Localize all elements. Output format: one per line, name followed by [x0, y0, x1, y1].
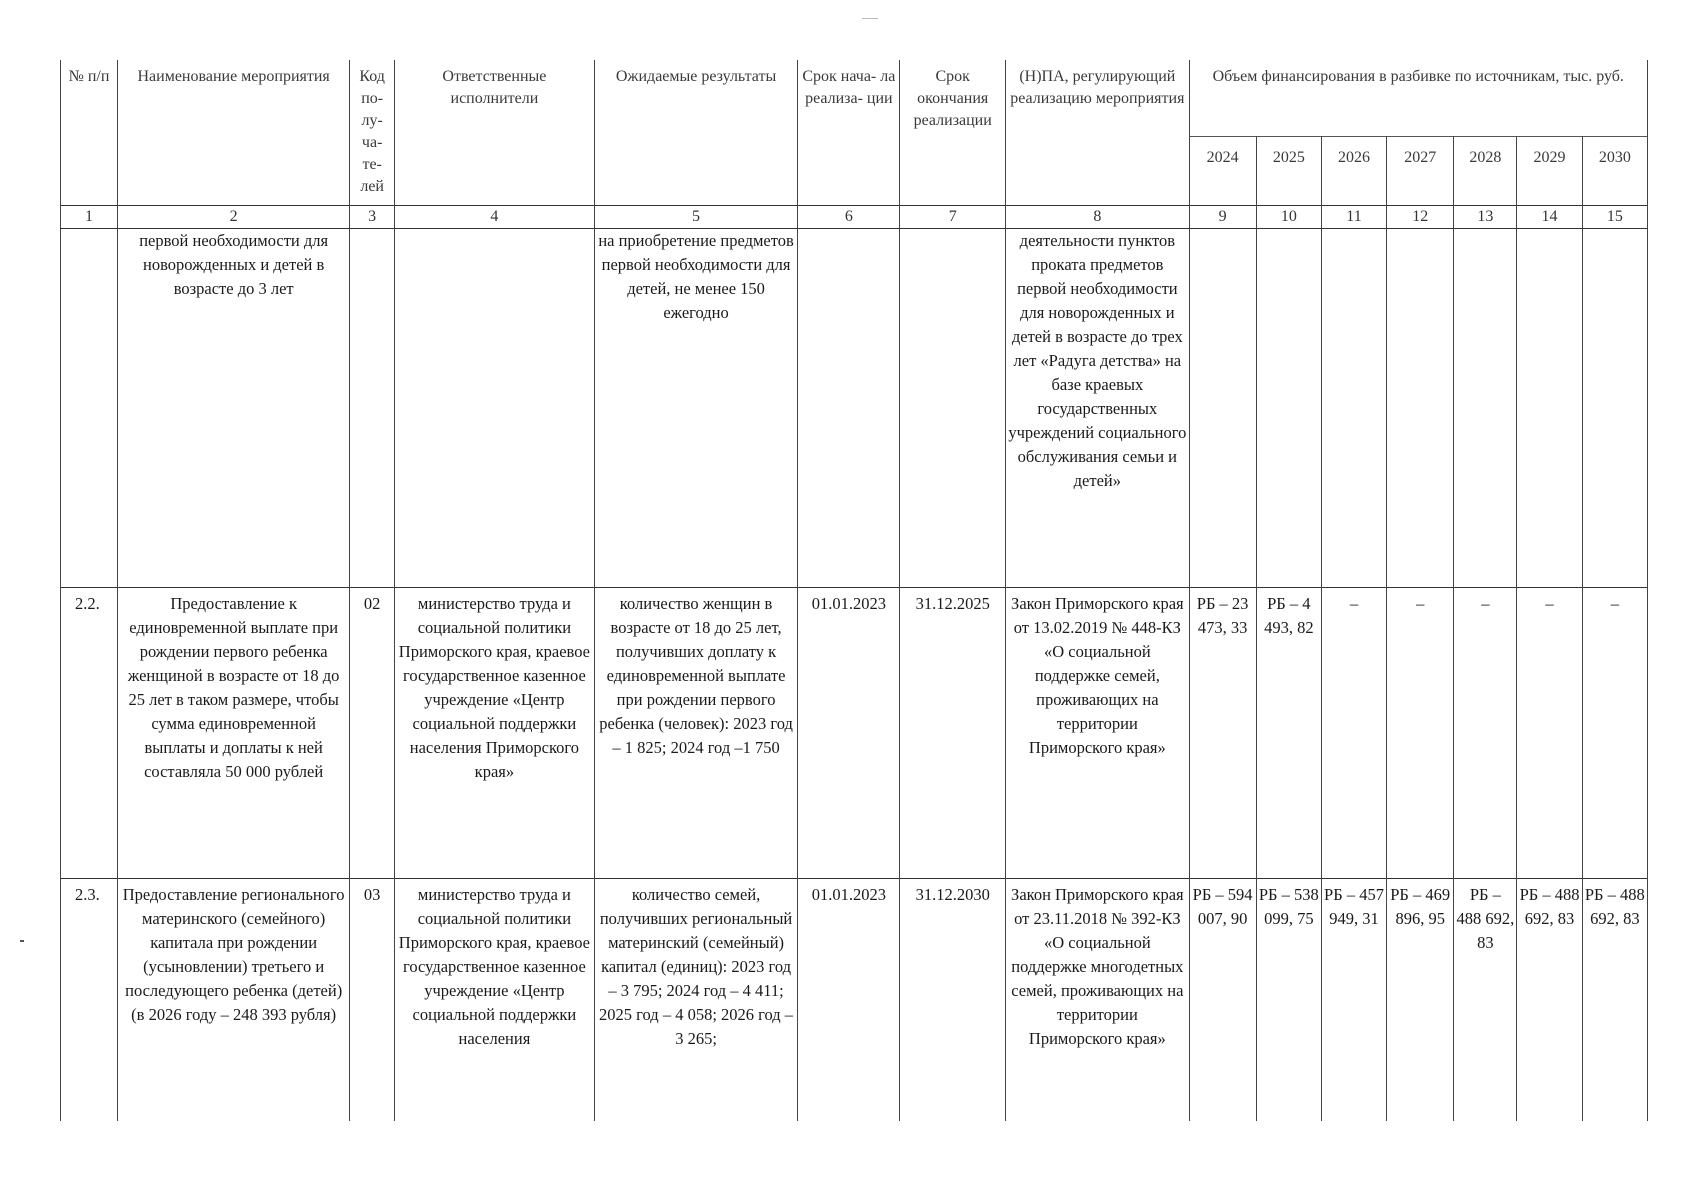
recipient-code	[350, 229, 395, 588]
activity-name: Предоставление регионального материнского (семейного) капитала при рождении (усыновлении) третьего и последующего ребенка (детей) (в 2026 году – 248 393 рубля)	[118, 879, 350, 1122]
funding-2027: –	[1387, 588, 1454, 879]
header-expected-results: Ожидаемые результаты	[594, 60, 798, 206]
end-date	[900, 229, 1006, 588]
funding-2025: РБ – 538 099, 75	[1256, 879, 1321, 1122]
header-end-date: Срок окончания реализации	[900, 60, 1006, 206]
start-date	[798, 229, 900, 588]
funding-2030: –	[1582, 588, 1647, 879]
expected-results: на приобретение предметов первой необходимости для детей, не менее 150 ежегодно	[594, 229, 798, 588]
funding-2029	[1517, 229, 1582, 588]
program-activities-table	[60, 60, 1648, 1121]
executors: министерство труда и социальной политики Приморского края, краевое государственное казенное учреждение «Центр социальной поддержки населения	[395, 879, 595, 1122]
scan-dot	[20, 940, 24, 942]
funding-2028	[1454, 229, 1517, 588]
funding-2027: РБ – 469 896, 95	[1387, 879, 1454, 1122]
funding-2028: РБ – 488 692, 83	[1454, 879, 1517, 1122]
recipient-code: 02	[350, 588, 395, 879]
header-start-date: Срок нача- ла реализа- ции	[798, 60, 900, 206]
scan-mark	[862, 18, 878, 19]
funding-2030	[1582, 229, 1647, 588]
funding-2029: –	[1517, 588, 1582, 879]
table-row	[61, 229, 1648, 588]
column-number: 1	[61, 206, 118, 229]
header-year: 2030	[1582, 137, 1647, 206]
regulation: Закон Приморского края от 13.02.2019 № 448-КЗ «О социальной поддержке семей, проживающих на территории Приморского края»	[1006, 588, 1189, 879]
funding-2027	[1387, 229, 1454, 588]
row-number	[61, 229, 118, 588]
header-recipient-code: Код по- лу- ча- те- лей	[350, 60, 395, 206]
expected-results: количество семей, получивших региональный материнский (семейный) капитал (единиц): 2023 год – 3 795; 2024 год – 4 411; 2025 год – 4 058; 2026 год – 3 265;	[594, 879, 798, 1122]
table-row	[61, 879, 1648, 1122]
regulation: деятельности пунктов проката предметов первой необходимости для новорожденных и детей в возрасте до трех лет «Радуга детства» на базе краевых государственных учреждений социального обслуживания семьи и детей»	[1006, 229, 1189, 588]
column-number: 13	[1454, 206, 1517, 229]
column-number: 15	[1582, 206, 1647, 229]
funding-2025	[1256, 229, 1321, 588]
column-number: 4	[395, 206, 595, 229]
column-number: 6	[798, 206, 900, 229]
start-date: 01.01.2023	[798, 588, 900, 879]
column-number: 2	[118, 206, 350, 229]
header-year: 2024	[1189, 137, 1256, 206]
funding-2024	[1189, 229, 1256, 588]
column-numbers-row	[61, 206, 1648, 229]
header-year: 2025	[1256, 137, 1321, 206]
document-page	[60, 60, 1648, 1150]
funding-2029: РБ – 488 692, 83	[1517, 879, 1582, 1122]
header-regulation: (Н)ПА, регулирующий реализацию мероприятия	[1006, 60, 1189, 206]
funding-2025: РБ – 4 493, 82	[1256, 588, 1321, 879]
funding-2030: РБ – 488 692, 83	[1582, 879, 1647, 1122]
activity-name: первой необходимости для новорожденных и детей в возрасте до 3 лет	[118, 229, 350, 588]
recipient-code: 03	[350, 879, 395, 1122]
header-executors: Ответственные исполнители	[395, 60, 595, 206]
column-number: 5	[594, 206, 798, 229]
executors: министерство труда и социальной политики Приморского края, краевое государственное казенное учреждение «Центр социальной поддержки населения Приморского края»	[395, 588, 595, 879]
start-date: 01.01.2023	[798, 879, 900, 1122]
header-year: 2027	[1387, 137, 1454, 206]
header-funding: Объем финансирования в разбивке по источникам, тыс. руб.	[1189, 60, 1648, 137]
funding-2028: –	[1454, 588, 1517, 879]
column-number: 3	[350, 206, 395, 229]
funding-2026: РБ – 457 949, 31	[1321, 879, 1386, 1122]
column-number: 11	[1321, 206, 1386, 229]
end-date: 31.12.2030	[900, 879, 1006, 1122]
row-number: 2.3.	[61, 879, 118, 1122]
column-number: 7	[900, 206, 1006, 229]
header-number: № п/п	[61, 60, 118, 206]
expected-results: количество женщин в возрасте от 18 до 25 лет, получивших доплату к единовременной выплате при рождении первого ребенка (человек): 2023 год – 1 825; 2024 год –1 750	[594, 588, 798, 879]
header-year: 2029	[1517, 137, 1582, 206]
row-number: 2.2.	[61, 588, 118, 879]
table-row	[61, 588, 1648, 879]
column-number: 12	[1387, 206, 1454, 229]
regulation: Закон Приморского края от 23.11.2018 № 392-КЗ «О социальной поддержке многодетных семей, проживающих на территории Приморского края»	[1006, 879, 1189, 1122]
column-number: 14	[1517, 206, 1582, 229]
activity-name: Предоставление к единовременной выплате при рождении первого ребенка женщиной в возрасте от 18 до 25 лет в таком размере, чтобы сумма единовременной выплаты и доплаты к ней составляла 50 000 рублей	[118, 588, 350, 879]
column-number: 9	[1189, 206, 1256, 229]
funding-2024: РБ – 23 473, 33	[1189, 588, 1256, 879]
header-activity-name: Наименование мероприятия	[118, 60, 350, 206]
header-year: 2028	[1454, 137, 1517, 206]
executors	[395, 229, 595, 588]
header-year: 2026	[1321, 137, 1386, 206]
funding-2024: РБ – 594 007, 90	[1189, 879, 1256, 1122]
column-number: 10	[1256, 206, 1321, 229]
column-number: 8	[1006, 206, 1189, 229]
funding-2026	[1321, 229, 1386, 588]
funding-2026: –	[1321, 588, 1386, 879]
end-date: 31.12.2025	[900, 588, 1006, 879]
